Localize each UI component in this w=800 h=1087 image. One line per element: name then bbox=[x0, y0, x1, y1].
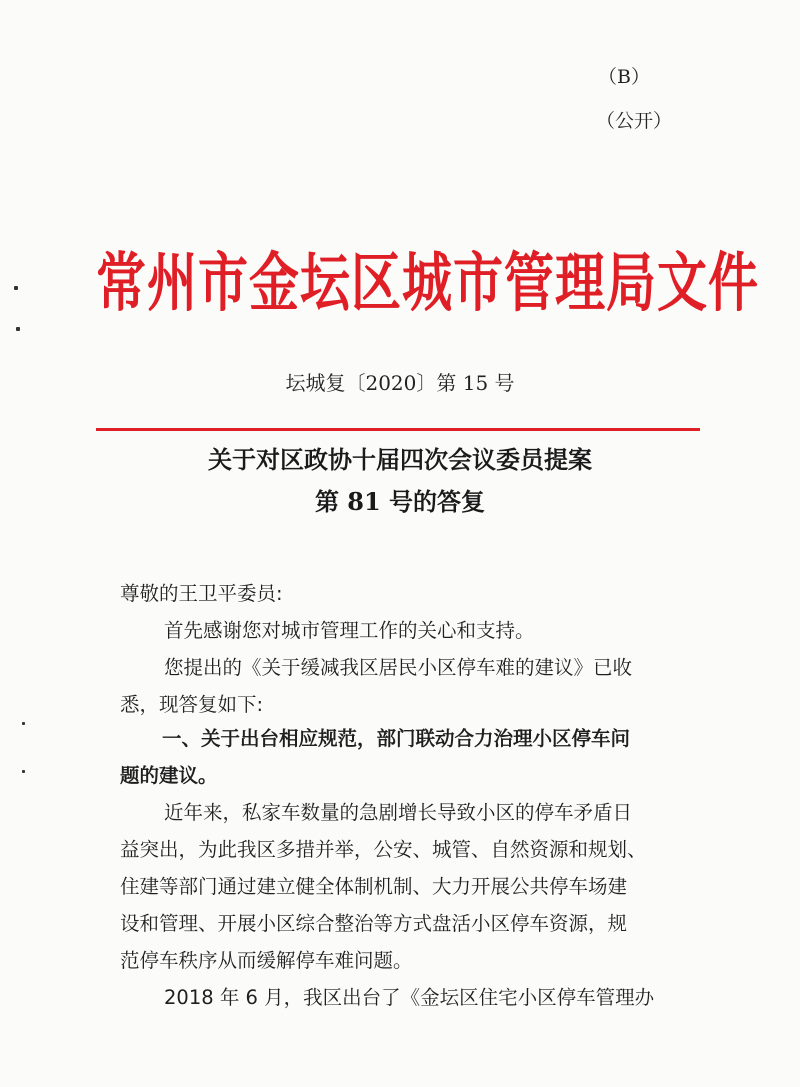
paragraph-background-line-3: 住建等部门通过建立健全体制机制、大力开展公共停车场建 bbox=[120, 875, 628, 898]
paragraph-received-line-1: 您提出的《关于缓减我区居民小区停车难的建议》已收 bbox=[164, 656, 633, 679]
binding-mark bbox=[22, 722, 25, 725]
document-title-line-1: 关于对区政协十届四次会议委员提案 bbox=[208, 445, 592, 474]
binding-mark bbox=[14, 286, 18, 290]
paragraph-background-line-1: 近年来，私家车数量的急剧增长导致小区的停车矛盾日 bbox=[164, 801, 633, 824]
paragraph-background-line-4: 设和管理、开展小区综合整治等方式盘活小区停车资源，规 bbox=[120, 912, 628, 935]
document-number: 坛城复〔2020〕第 15 号 bbox=[285, 371, 515, 395]
section-heading-line-1: 一、关于出台相应规范，部门联动合力治理小区停车问 bbox=[162, 727, 631, 750]
salutation: 尊敬的王卫平委员: bbox=[120, 582, 283, 605]
masthead-title: 常州市金坛区城市管理局文件 bbox=[96, 244, 759, 321]
paragraph-2018-line-1: 2018 年 6 月，我区出台了《金坛区住宅小区停车管理办 bbox=[164, 986, 655, 1009]
paragraph-background-line-2: 益突出，为此我区多措并举，公安、城管、自然资源和规划、 bbox=[120, 838, 647, 861]
openness-label: （公开） bbox=[595, 110, 672, 132]
binding-mark bbox=[22, 770, 25, 773]
section-heading-line-2: 题的建议。 bbox=[120, 764, 218, 787]
paragraph-received-line-2: 悉，现答复如下: bbox=[120, 693, 264, 716]
document-title-line-2: 第 81 号的答复 bbox=[314, 487, 486, 516]
paragraph-thanks: 首先感谢您对城市管理工作的关心和支持。 bbox=[164, 619, 535, 642]
security-level-label: （B） bbox=[598, 66, 650, 88]
binding-mark bbox=[16, 327, 20, 331]
red-separator-line bbox=[96, 428, 700, 431]
paragraph-background-line-5: 范停车秩序从而缓解停车难问题。 bbox=[120, 949, 413, 972]
